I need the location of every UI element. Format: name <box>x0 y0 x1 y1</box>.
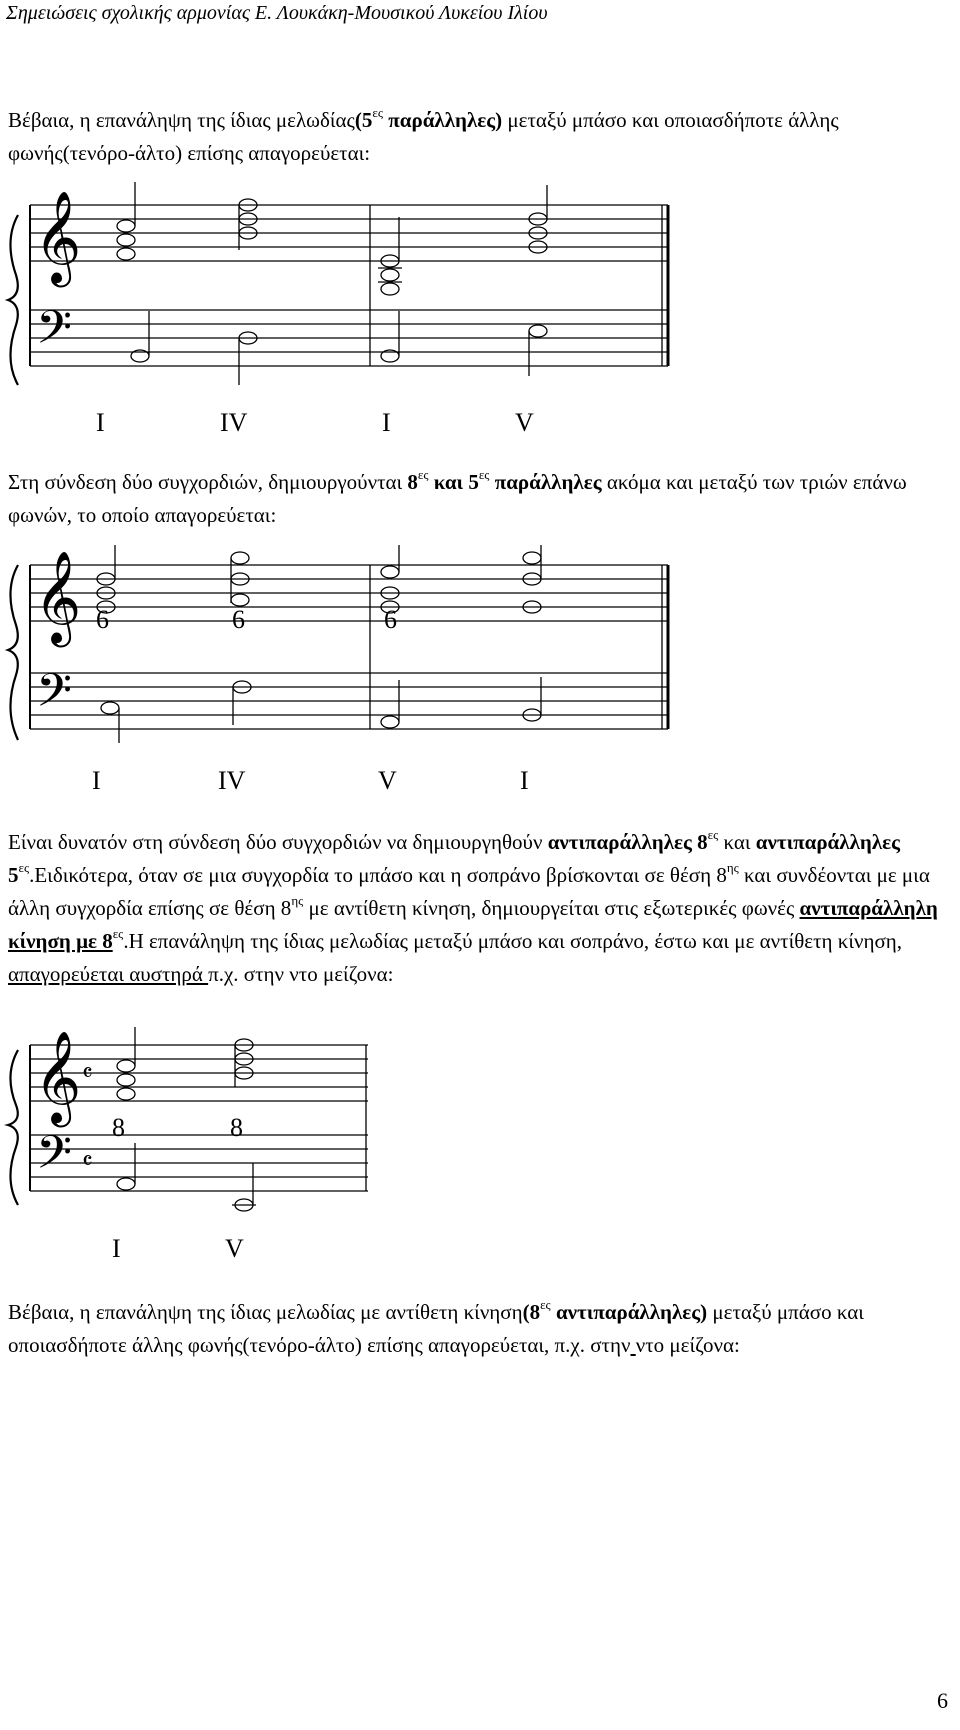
figured-bass: 6 <box>384 605 397 634</box>
roman-numeral: I <box>520 766 529 795</box>
music-example-2 <box>0 545 680 755</box>
superscript: ης <box>291 893 304 908</box>
superscript: ες <box>707 827 719 842</box>
superscript: ες <box>372 105 383 120</box>
roman-numeral: V <box>378 766 397 795</box>
note <box>117 248 135 260</box>
roman-numeral: I <box>112 1234 121 1263</box>
treble-clef-icon: 𝄞 <box>34 1030 82 1123</box>
underlined-text: απαγορεύεται αυστηρά <box>8 962 209 986</box>
interval-figure: 8 <box>230 1113 243 1142</box>
text: με αντίθετη κίνηση, δημιουργείται στις εξωτερικές φωνές <box>303 896 800 920</box>
bass-clef-icon: 𝄢 <box>36 1126 73 1191</box>
superscript: ης <box>726 860 739 875</box>
superscript: ες <box>417 467 429 482</box>
roman-numeral: IV <box>220 408 248 437</box>
common-time-cut-icon: 𝄴 <box>82 1147 93 1175</box>
figured-bass: 6 <box>96 605 109 634</box>
interval-figure: 8 <box>112 1113 125 1142</box>
bold-text: παράλληλες <box>489 470 602 494</box>
text: και <box>718 830 756 854</box>
text: Βέβαια, η επανάληψη της ίδιας μελωδίας <box>8 108 355 132</box>
brace <box>8 1050 18 1205</box>
roman-numeral: V <box>515 408 534 437</box>
paragraph-2 <box>8 466 948 532</box>
bold-text: (8 <box>522 1300 541 1324</box>
text: ντο μείζονα: <box>635 1333 740 1357</box>
common-time-cut-icon: 𝄴 <box>82 1059 93 1087</box>
note <box>529 325 547 337</box>
music-example-3 <box>0 1025 400 1215</box>
bold-text: 8 <box>407 470 418 494</box>
brace <box>8 565 18 740</box>
roman-numeral: I <box>92 766 101 795</box>
treble-staff <box>30 565 668 621</box>
superscript: ες <box>540 1297 551 1312</box>
superscript: ες <box>478 467 490 482</box>
brace <box>8 215 18 385</box>
text: .Ειδικότερα, όταν σε μια συγχορδία το μπάσο και η σοπράνο βρίσκονται σε θέση 8 <box>29 863 727 887</box>
text: ακόμα και μεταξύ των τριών επάνω φωνών, το οποίο απαγορεύεται: <box>8 470 907 527</box>
text: μεταξύ μπάσο και οποιασδήποτε άλλης φωνής(τενόρο-άλτο) επίσης απαγορεύεται, π.χ. στην <box>8 1300 864 1357</box>
music-example-1 <box>0 180 680 390</box>
superscript: ες <box>18 860 30 875</box>
paragraph-1 <box>8 104 948 170</box>
document-header: Σημειώσεις σχολικής αρμονίας Ε. Λουκάκη-Μουσικού Λυκείου Ιλίου <box>6 2 548 24</box>
bold-text: αντιπαράλληλες 5 <box>8 830 900 887</box>
bold-text: αντιπαράλληλες 8 <box>547 830 708 854</box>
text: Βέβαια, η επανάληψη της ίδιας μελωδίας με αντίθετη κίνηση <box>8 1300 523 1324</box>
roman-numeral: IV <box>218 766 246 795</box>
note <box>117 234 135 246</box>
bold-text: (5 <box>354 108 373 132</box>
treble-clef-icon: 𝄞 <box>34 190 82 283</box>
note <box>117 220 135 232</box>
page-number: 6 <box>937 1688 948 1713</box>
bass-staff <box>30 1135 368 1191</box>
superscript: ες <box>112 926 124 941</box>
text: .Η επανάληψη της ίδιας μελωδίας μεταξύ μπάσο και σοπράνο, έστω και με αντίθετη κίνηση, <box>123 929 903 953</box>
bold-text: αντιπαράλληλες) <box>550 1300 708 1324</box>
paragraph-4 <box>8 1296 948 1362</box>
note <box>381 269 399 281</box>
roman-numeral: I <box>382 408 391 437</box>
underlined-bold-text: αντιπαράλληλη κίνηση με 8 <box>8 896 938 953</box>
roman-numeral: I <box>96 408 105 437</box>
bass-staff <box>30 310 668 366</box>
bass-clef-icon: 𝄢 <box>36 664 73 729</box>
text: Στη σύνδεση δύο συγχορδιών, δημιουργούνται <box>8 470 408 494</box>
note <box>381 283 399 295</box>
text: Είναι δυνατόν στη σύνδεση δύο συγχορδιών να δημιουργηθούν <box>8 830 548 854</box>
treble-clef-icon: 𝄞 <box>34 550 82 643</box>
text: μεταξύ μπάσο και οποιασδήποτε άλλης φωνής(τενόρο-άλτο) επίσης απαγορεύεται: <box>8 108 839 165</box>
treble-staff <box>30 205 668 261</box>
figured-bass: 6 <box>232 605 245 634</box>
paragraph-3 <box>8 826 948 991</box>
text: π.χ. στην ντο μείζονα: <box>208 962 394 986</box>
bass-staff <box>30 673 668 729</box>
roman-numeral: V <box>225 1234 244 1263</box>
bold-text: παράλληλες) <box>382 108 503 132</box>
text: και συνδέονται με μια άλλη συγχορδία επίσης σε θέση 8 <box>8 863 930 920</box>
bold-text: και 5 <box>428 470 479 494</box>
bass-clef-icon: 𝄢 <box>36 301 73 366</box>
